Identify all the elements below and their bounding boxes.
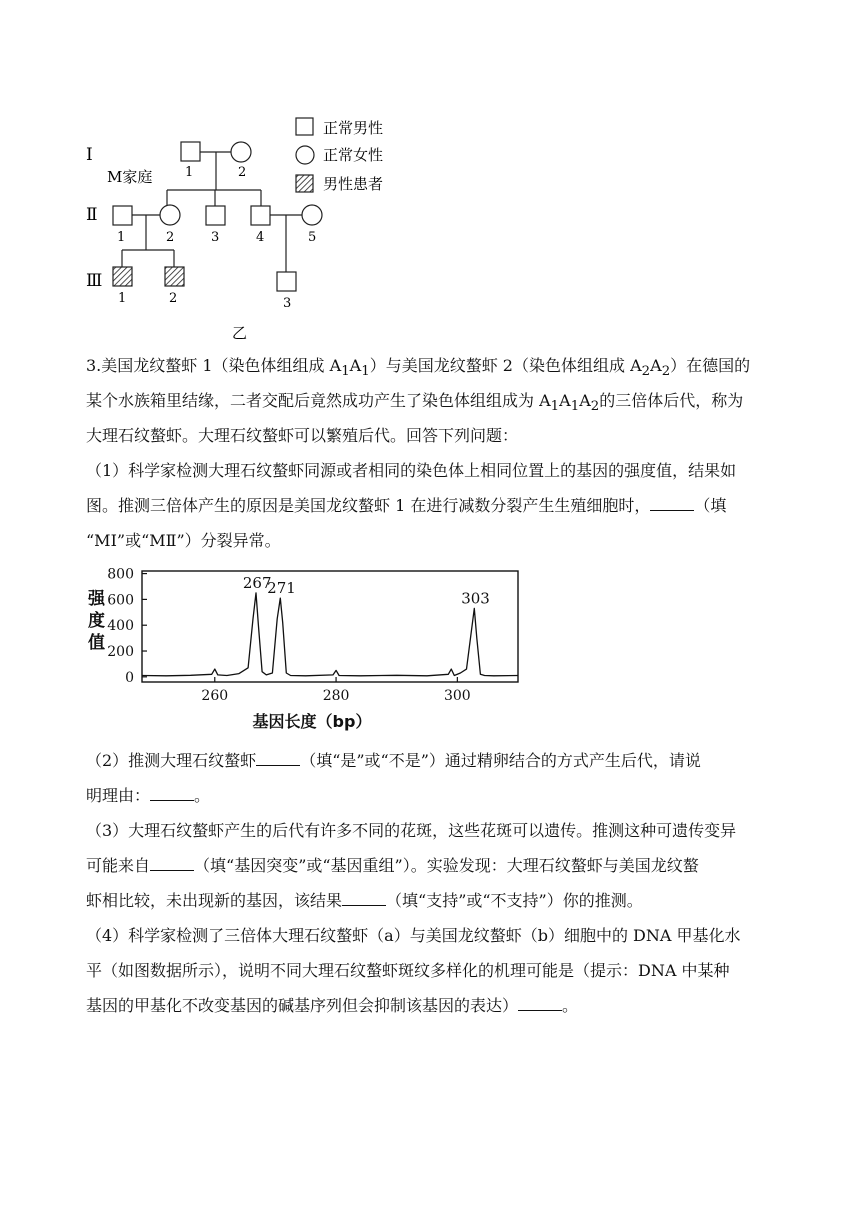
y-axis-label-char: 度: [88, 611, 105, 631]
pedigree-figure: [80, 110, 410, 342]
legend-affected-symbol: [296, 175, 313, 192]
y-tick-label: 200: [107, 644, 134, 661]
num-III-1: 1: [118, 291, 127, 306]
individual-II-1: [113, 206, 132, 225]
num-I-2: 2: [238, 165, 247, 180]
q3-line2: 可能来自 （填“基因突变”或“基因重组”）。实验发现：大理石纹螯虾与美国龙纹螯: [86, 856, 699, 875]
individual-II-2: [160, 205, 180, 225]
legend-male-symbol: [296, 118, 313, 135]
num-II-3: 3: [211, 230, 220, 245]
peak-label: 303: [461, 589, 490, 608]
num-II-5: 5: [308, 230, 317, 245]
peak-label: 267: [242, 573, 272, 592]
gen-label-2: Ⅱ: [86, 205, 98, 225]
legend-female-label: 正常女性: [323, 146, 384, 164]
num-I-1: 1: [185, 165, 194, 180]
individual-III-1: [113, 267, 132, 286]
x-tick-label: 300: [443, 688, 471, 704]
y-tick-label: 400: [107, 618, 134, 635]
question-intro-line3: 大理石纹螯虾。大理石纹螯虾可以繁殖后代。回答下列问题：: [86, 426, 519, 445]
individual-III-3: [277, 272, 296, 291]
individual-I-2: [231, 142, 251, 162]
q3-answer-blank-2[interactable]: [342, 904, 386, 906]
q4-line3: 基因的甲基化不改变基因的碱基序列但会抑制该基因的表达） 。: [86, 996, 579, 1015]
num-III-3: 3: [283, 296, 292, 311]
family-label: M家庭: [107, 168, 153, 186]
y-axis-label-char: 强: [88, 589, 105, 609]
q1-line1: （1）科学家检测大理石纹螯虾同源或者相同的染色体上相同位置上的基因的强度值，结果如: [86, 461, 737, 480]
q2-line2: 明理由： 。: [86, 786, 211, 805]
individual-II-5: [302, 205, 322, 225]
question-intro-line1: 3.美国龙纹螯虾 1（染色体组组成 $A_1A_1$）与美国龙纹螯虾 2（染色体组组成 $A_2A_2$）在德国的: [86, 356, 751, 380]
intensity-chart: [80, 562, 530, 738]
y-tick-label: 0: [125, 669, 134, 686]
x-tick-label: 260: [201, 688, 229, 704]
y-tick-label: 800: [107, 566, 134, 583]
plot-frame: [142, 571, 518, 682]
legend-female-symbol: [296, 146, 314, 164]
q3-line1: （3）大理石纹螯虾产生的后代有许多不同的花斑，这些花斑可以遗传。推测这种可遗传变异: [86, 821, 737, 840]
y-axis-label-char: 值: [88, 633, 105, 653]
q1-line2: 图。推测三倍体产生的原因是美国龙纹螯虾 1 在进行减数分裂产生生殖细胞时， （填: [86, 496, 727, 515]
pedigree-caption: 乙: [232, 324, 248, 342]
num-II-2: 2: [166, 230, 175, 245]
q3-line3: 虾相比较，未出现新的基因，该结果 （填“支持”或“不支持”）你的推测。: [86, 891, 643, 910]
gen-label-3: Ⅲ: [86, 271, 103, 291]
q2-line1: （2）推测大理石纹螯虾 （填“是”或“不是”）通过精卵结合的方式产生后代，请说: [86, 751, 701, 770]
num-II-4: 4: [256, 230, 265, 245]
legend-affected-label: 男性患者: [323, 175, 384, 193]
gen-label-1: Ⅰ: [86, 145, 93, 165]
peak-label: 271: [267, 579, 296, 598]
q4-answer-blank[interactable]: [518, 1009, 562, 1011]
y-tick-label: 600: [107, 592, 134, 609]
q2-answer-blank-1[interactable]: [256, 764, 300, 766]
q2-answer-blank-2[interactable]: [150, 799, 194, 801]
question-intro-line2: 某个水族箱里结缘，二者交配后竟然成功产生了染色体组组成为 $A_1A_1A_2$的三倍体后代，称为: [86, 391, 744, 415]
legend-male-label: 正常男性: [323, 119, 384, 137]
q3-answer-blank-1[interactable]: [150, 869, 194, 871]
q1-answer-blank[interactable]: [650, 509, 694, 511]
q4-line2: 平（如图数据所示），说明不同大理石纹螯虾斑纹多样化的机理可能是（提示：DNA 中某种: [86, 961, 730, 980]
individual-I-1: [181, 142, 200, 161]
q1-line3: “MⅠ”或“MⅡ”）分裂异常。: [86, 531, 281, 550]
individual-II-3: [206, 206, 225, 225]
q4-line1: （4）科学家检测了三倍体大理石纹螯虾（a）与美国龙纹螯虾（b）细胞中的 DNA 甲基化水: [86, 926, 741, 945]
num-III-2: 2: [169, 291, 178, 306]
x-tick-label: 280: [322, 688, 350, 704]
individual-II-4: [251, 206, 270, 225]
num-II-1: 1: [117, 230, 126, 245]
x-axis-label: 基因长度（bp）: [252, 712, 372, 731]
individual-III-2: [165, 267, 184, 286]
